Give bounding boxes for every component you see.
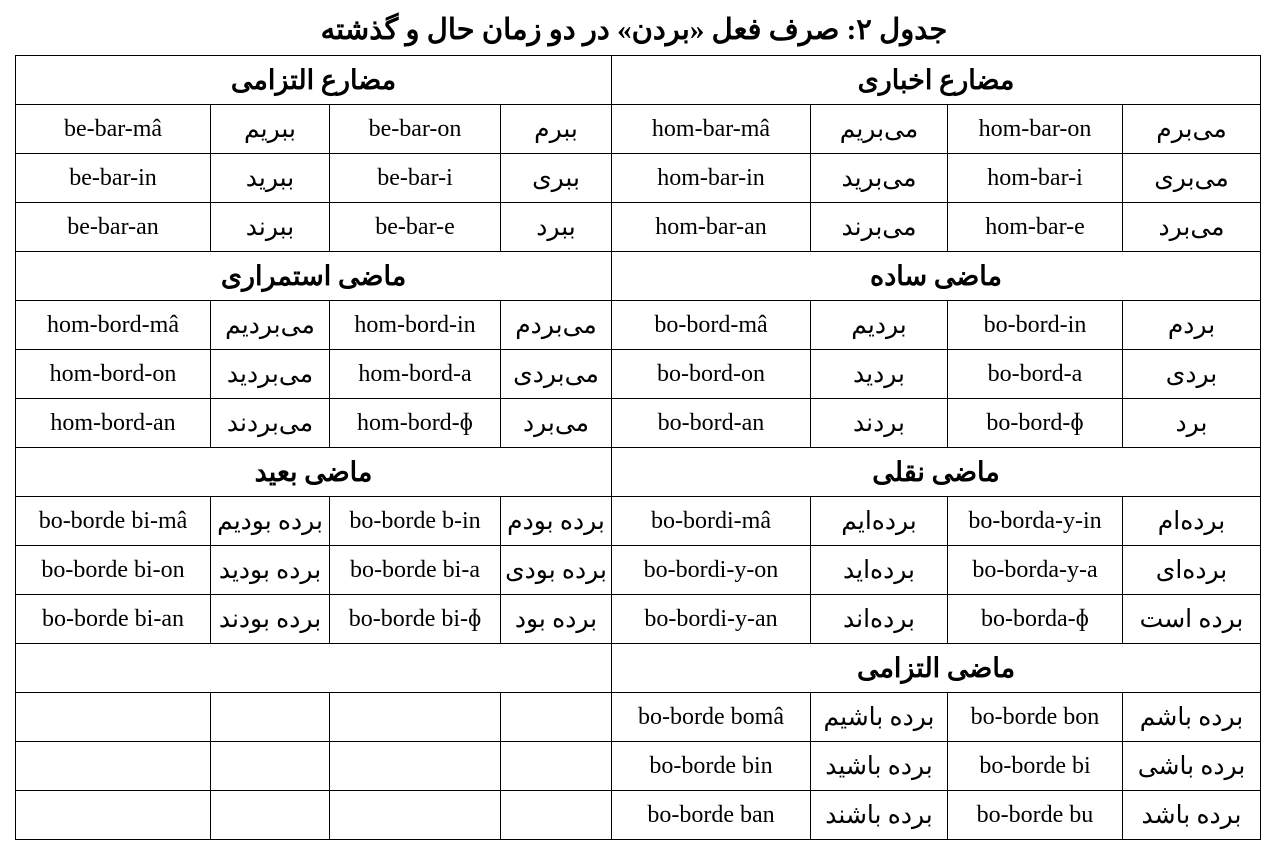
tense-heading: ماضی التزامی [612,644,1261,693]
transliteration-cell: hom-bord-an [16,399,211,448]
transliteration-cell: bo-borda-y-a [948,546,1123,595]
persian-form-cell: می‌بری [1123,154,1261,203]
persian-form-cell: می‌بریم [811,105,948,154]
persian-form-cell: برده باشیم [811,693,948,742]
transliteration-cell: hom-bar-i [948,154,1123,203]
tense-heading: ماضی ساده [612,252,1261,301]
tense-heading [16,644,612,693]
table-row [16,595,1261,644]
transliteration-cell: hom-bord-ɸ [330,399,501,448]
transliteration-cell: hom-bord-on [16,350,211,399]
table-row [16,154,1261,203]
persian-form-cell: می‌بردیم [211,301,330,350]
tense-heading: مضارع اخباری [612,56,1261,105]
tense-heading: ماضی استمراری [16,252,612,301]
tense-header-row [16,448,1261,497]
transliteration-cell: bo-borde bi-ɸ [330,595,501,644]
persian-form-cell: ببری [501,154,612,203]
transliteration-cell: hom-bar-mâ [612,105,811,154]
transliteration-cell: bo-bord-a [948,350,1123,399]
transliteration-cell: hom-bar-on [948,105,1123,154]
transliteration-cell: bo-borde bi [948,742,1123,791]
persian-form-cell: برده باشند [811,791,948,840]
persian-form-cell: می‌بردی [501,350,612,399]
persian-form-cell: می‌بردم [501,301,612,350]
persian-form-cell: می‌بردند [211,399,330,448]
transliteration-cell: bo-borde bi-a [330,546,501,595]
transliteration-cell: bo-borde bu [948,791,1123,840]
transliteration-cell: bo-bord-on [612,350,811,399]
transliteration-cell: bo-borde bi-an [16,595,211,644]
persian-form-cell: ببرد [501,203,612,252]
persian-form-cell: برد [1123,399,1261,448]
transliteration-cell [330,693,501,742]
table-row [16,350,1261,399]
table-row [16,791,1261,840]
persian-form-cell: می‌برم [1123,105,1261,154]
table-row [16,399,1261,448]
transliteration-cell: bo-bord-mâ [612,301,811,350]
persian-form-cell: بردی [1123,350,1261,399]
persian-form-cell: برده بودید [211,546,330,595]
persian-form-cell: برده باشم [1123,693,1261,742]
persian-form-cell [501,742,612,791]
transliteration-cell: bo-bordi-y-an [612,595,811,644]
persian-form-cell [501,693,612,742]
persian-form-cell: ببریم [211,105,330,154]
conjugation-table [15,55,1261,840]
transliteration-cell: be-bar-on [330,105,501,154]
persian-form-cell: بردند [811,399,948,448]
transliteration-cell: bo-borde bi-mâ [16,497,211,546]
table-row [16,203,1261,252]
persian-form-cell [501,791,612,840]
persian-form-cell: برده‌ای [1123,546,1261,595]
transliteration-cell: hom-bord-a [330,350,501,399]
persian-form-cell: برده باشد [1123,791,1261,840]
transliteration-cell: bo-borde bon [948,693,1123,742]
transliteration-cell: bo-borde ban [612,791,811,840]
persian-form-cell: برده بودند [211,595,330,644]
persian-form-cell [211,791,330,840]
persian-form-cell: برده‌اید [811,546,948,595]
tense-heading: ماضی نقلی [612,448,1261,497]
transliteration-cell: bo-borda-ɸ [948,595,1123,644]
table-row [16,693,1261,742]
table-row [16,105,1261,154]
transliteration-cell: bo-bord-in [948,301,1123,350]
persian-form-cell: ببرید [211,154,330,203]
transliteration-cell: bo-bordi-mâ [612,497,811,546]
transliteration-cell: hom-bord-in [330,301,501,350]
transliteration-cell: hom-bar-in [612,154,811,203]
persian-form-cell: بردم [1123,301,1261,350]
persian-form-cell: ببرم [501,105,612,154]
persian-form-cell: می‌بردید [211,350,330,399]
transliteration-cell: bo-borde b-in [330,497,501,546]
persian-form-cell: بردیم [811,301,948,350]
page-title: جدول ۲: صرف فعل «بردن» در دو زمان حال و گذشته [320,14,948,46]
persian-form-cell: برده باشید [811,742,948,791]
persian-form-cell: بردید [811,350,948,399]
transliteration-cell: be-bar-an [16,203,211,252]
transliteration-cell: bo-borda-y-in [948,497,1123,546]
table-row [16,742,1261,791]
persian-form-cell: برده بود [501,595,612,644]
transliteration-cell: hom-bord-mâ [16,301,211,350]
transliteration-cell: hom-bar-an [612,203,811,252]
transliteration-cell [16,742,211,791]
persian-form-cell: برده‌ام [1123,497,1261,546]
transliteration-cell: bo-bord-an [612,399,811,448]
persian-form-cell: برده بودم [501,497,612,546]
persian-form-cell: ببرند [211,203,330,252]
persian-form-cell [211,693,330,742]
persian-form-cell: برده بودیم [211,497,330,546]
tense-heading: مضارع التزامی [16,56,612,105]
persian-form-cell: برده باشی [1123,742,1261,791]
table-row [16,497,1261,546]
persian-form-cell: برده بودی [501,546,612,595]
persian-form-cell: برده‌اند [811,595,948,644]
transliteration-cell: bo-bordi-y-on [612,546,811,595]
transliteration-cell [16,791,211,840]
transliteration-cell [330,742,501,791]
tense-header-row [16,56,1261,105]
transliteration-cell: be-bar-mâ [16,105,211,154]
transliteration-cell: bo-borde bi-on [16,546,211,595]
persian-form-cell: می‌برد [501,399,612,448]
persian-form-cell: می‌برید [811,154,948,203]
persian-form-cell: برده است [1123,595,1261,644]
persian-form-cell: می‌برد [1123,203,1261,252]
transliteration-cell: hom-bar-e [948,203,1123,252]
transliteration-cell [16,693,211,742]
tense-header-row [16,252,1261,301]
tense-heading: ماضی بعید [16,448,612,497]
tense-header-row [16,644,1261,693]
transliteration-cell: bo-bord-ɸ [948,399,1123,448]
table-row [16,546,1261,595]
table-row [16,301,1261,350]
transliteration-cell: bo-borde bomâ [612,693,811,742]
transliteration-cell: be-bar-in [16,154,211,203]
transliteration-cell: be-bar-e [330,203,501,252]
transliteration-cell: bo-borde bin [612,742,811,791]
persian-form-cell: می‌برند [811,203,948,252]
transliteration-cell [330,791,501,840]
transliteration-cell: be-bar-i [330,154,501,203]
persian-form-cell: برده‌ایم [811,497,948,546]
persian-form-cell [211,742,330,791]
